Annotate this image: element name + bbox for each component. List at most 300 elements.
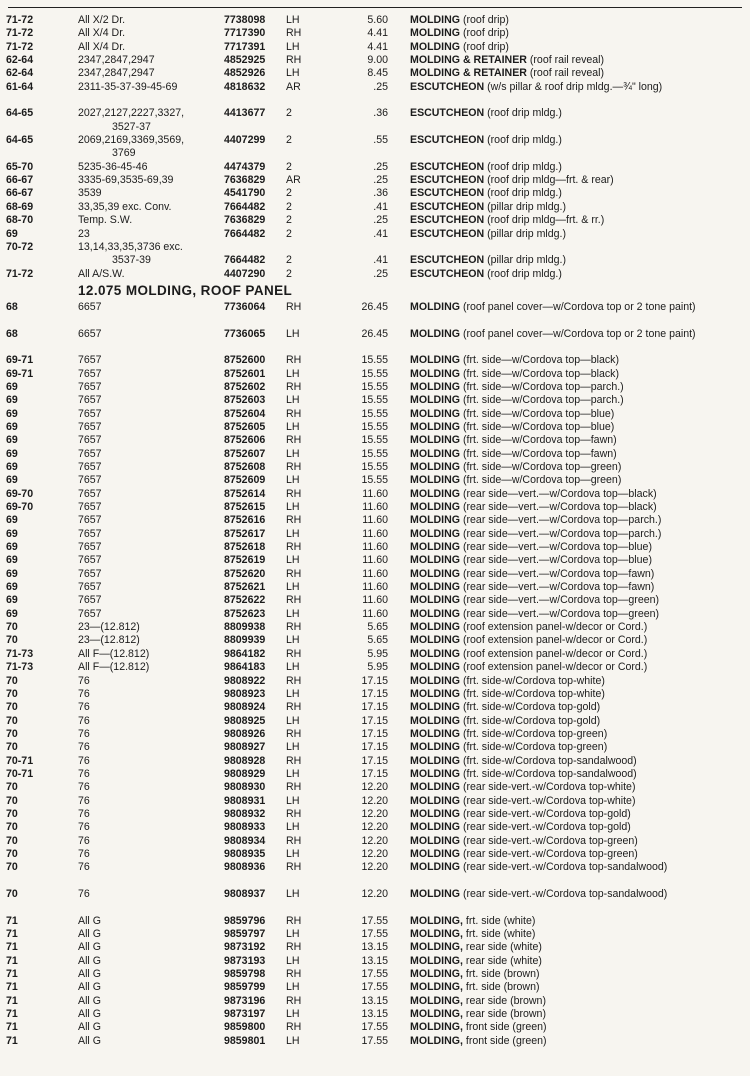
application [78,928,222,941]
price: 13.15 [361,994,388,1007]
year-range: 71-72 [6,27,34,40]
description-detail: (frt. side-w/Cordova top-sandalwood) [460,754,637,767]
table-row [0,715,750,728]
price: 15.55 [361,447,388,460]
table-row [0,608,750,621]
table-row [0,228,750,241]
part-number: 8752605 [224,420,266,433]
year-range: 69 [6,581,18,594]
description-detail: (roof panel cover—w/Cordova top or 2 tone paint) [460,327,696,340]
part-number: 4541790 [224,187,266,200]
application [78,781,222,794]
application-line: 3527-37 [112,120,151,133]
table-row [0,41,750,54]
parts-list [0,14,750,1048]
part-number: 7636829 [224,174,266,187]
application [78,981,222,994]
part-number: 4413677 [224,107,266,120]
year-range: 70 [6,807,18,820]
description [410,675,722,688]
table-row [0,514,750,527]
side-quantity: RH [286,1021,302,1034]
side-quantity: RH [286,354,302,367]
description [410,254,722,267]
table-row [0,981,750,994]
description-name: ESCUTCHEON [410,187,485,200]
description [410,268,722,281]
side-quantity: LH [286,981,300,994]
application-line: 76 [78,687,90,700]
description-name: MOLDING [410,661,461,674]
price: .25 [373,160,388,173]
description-detail: (frt. side—w/Cordova top—parch.) [460,380,624,393]
year-range: 69 [6,380,18,393]
description-detail: (roof drip mldg.) [484,187,562,200]
year-range: 71 [6,1021,18,1034]
year-range: 70-72 [6,240,34,253]
application [78,488,222,501]
application [78,861,222,874]
application-line: All X/2 Dr. [78,14,126,26]
application [78,755,222,768]
price: .25 [373,80,388,93]
application [78,1021,222,1034]
description [410,768,722,781]
application-line: 76 [78,847,90,860]
price: 11.60 [362,554,388,567]
side-quantity: AR [286,174,301,187]
description-name: MOLDING [410,300,461,313]
section-title: 12.075 MOLDING, ROOF PANEL [78,282,293,298]
description-name: MOLDING [410,674,461,687]
table-row [0,107,750,134]
description [410,688,722,701]
year-range: 69 [6,607,18,620]
description-name: MOLDING [410,367,461,380]
application [78,1035,222,1048]
application [78,728,222,741]
description-name: MOLDING, [410,941,463,954]
application [78,394,222,407]
price: 12.20 [361,807,388,820]
rows-section-roof-panel [0,301,750,1048]
application-line: 7657 [78,447,102,460]
year-range: 62-64 [6,67,34,80]
part-number: 7738098 [224,14,266,26]
side-quantity: RH [286,487,302,500]
description [410,755,722,768]
year-range: 70 [6,674,18,687]
description-detail: (frt. side—w/Cordova top—green) [460,461,622,473]
description-name: MOLDING [410,754,461,767]
application [78,541,222,554]
application-line: 7657 [78,367,102,380]
year-range: 70 [6,714,18,727]
description-detail: (rear side-vert.-w/Cordova top-white) [460,794,636,807]
application-line: 7657 [78,514,102,527]
description [410,941,722,954]
description-name: ESCUTCHEON [410,160,485,173]
table-row [0,1008,750,1021]
part-number: 8752616 [224,514,266,527]
description [410,808,722,821]
table-row [0,301,750,328]
price: 11.60 [362,501,388,514]
description-detail: (frt. side—w/Cordova top—fawn) [460,434,617,447]
description [410,955,722,968]
price: 9.00 [367,54,388,67]
application-line: 76 [78,861,90,874]
part-number: 9873192 [224,941,266,954]
application [78,354,222,367]
description [410,1008,722,1021]
side-quantity: LH [286,821,300,834]
year-range: 69 [6,541,18,554]
description-name: MOLDING [410,380,461,393]
year-range: 71-73 [6,661,34,674]
application-line: All F—(12.812) [78,647,150,660]
application-line: 23—(12.812) [78,634,140,647]
application [78,661,222,674]
description [410,228,722,241]
description [410,394,722,407]
description-name: MOLDING [410,861,461,874]
description-detail: (roof drip) [460,27,509,40]
price: 5.65 [367,621,388,634]
table-row [0,1035,750,1048]
year-range: 69 [6,461,18,473]
application-line: 7657 [78,394,102,407]
year-range: 68 [6,300,18,313]
table-row [0,394,750,407]
application-line: 7657 [78,434,102,447]
side-quantity: RH [286,54,302,67]
price: 15.55 [361,367,388,380]
description-detail: (rear side—vert.—w/Cordova top—fawn) [460,581,655,594]
description [410,107,722,120]
part-number: 7736064 [224,300,266,313]
description-detail: (roof rail reveal) [526,67,605,80]
year-range: 70 [6,821,18,834]
part-number: 9808927 [224,741,266,754]
description-detail: (pillar drip mldg.) [484,227,566,240]
description [410,201,722,214]
table-row [0,134,750,161]
application-line: 7657 [78,487,102,500]
description-name: MOLDING [410,888,461,900]
price: 15.55 [361,380,388,393]
application-line: All A/S.W. [78,267,125,280]
application-line: 76 [78,714,90,727]
table-row [0,554,750,567]
application-line: 7657 [78,501,102,514]
price: 17.55 [361,1034,388,1047]
application [78,968,222,981]
table-row [0,528,750,541]
side-quantity: LH [286,474,300,487]
price: 17.15 [361,767,388,780]
description [410,661,722,674]
part-number: 9864182 [224,647,266,660]
description [410,301,722,314]
application [78,835,222,848]
description-detail: (roof extension panel-w/decor or Cord.) [460,634,648,647]
application-line: All F—(12.812) [78,661,150,674]
side-quantity: RH [286,27,302,40]
description [410,514,722,527]
application [78,621,222,634]
table-row [0,67,750,80]
price: 17.15 [361,714,388,727]
description-name: ESCUTCHEON [410,174,485,187]
part-number: 4407290 [224,267,266,280]
description-name: MOLDING [410,434,461,447]
description [410,634,722,647]
application [78,81,222,94]
price: 5.60 [367,14,388,26]
year-range: 71 [6,994,18,1007]
description-detail: rear side (white) [462,954,542,967]
side-quantity: RH [286,407,302,420]
side-quantity: LH [286,40,300,53]
description [410,568,722,581]
application [78,474,222,487]
description-name: MOLDING [410,554,461,567]
price: 17.55 [361,914,388,927]
description-name: MOLDING [410,634,461,647]
price: 15.55 [361,354,388,367]
application [78,434,222,447]
price: 12.20 [361,888,388,900]
part-number: 8809939 [224,634,266,647]
price: 11.60 [362,567,388,580]
side-quantity: 2 [286,254,292,267]
year-range: 70 [6,741,18,754]
price: 13.15 [361,941,388,954]
table-row [0,54,750,67]
side-quantity: 2 [286,214,292,227]
part-number: 9808928 [224,754,266,767]
application-line: 2347,2847,2947 [78,54,155,67]
price: 17.55 [361,928,388,941]
application [78,795,222,808]
description-detail: (rear side—vert.—w/Cordova top—green) [460,594,660,607]
price: .25 [373,214,388,227]
year-range: 68 [6,327,18,340]
table-row [0,795,750,808]
side-quantity: LH [286,767,300,780]
price: 8.45 [367,67,388,80]
application-line: All G [78,968,101,981]
application [78,268,222,281]
part-number: 8752604 [224,407,266,420]
application-line: 76 [78,767,90,780]
description-detail: (rear side-vert.-w/Cordova top-sandalwood) [460,861,668,874]
price: 15.55 [361,420,388,433]
description-name: MOLDING [410,407,461,420]
table-row [0,461,750,474]
price: 11.60 [362,594,388,607]
description [410,161,722,174]
description [410,554,722,567]
side-quantity: LH [286,928,300,941]
table-row [0,408,750,421]
table-row [0,368,750,381]
description [410,848,722,861]
part-number: 9873197 [224,1008,266,1021]
table-row [0,848,750,861]
side-quantity: RH [286,727,302,740]
year-range: 64-65 [6,107,34,120]
description-name: MOLDING [410,527,461,540]
table-row [0,381,750,394]
application-line: 2069,2169,3369,3569, [78,134,185,147]
price: 13.15 [361,954,388,967]
description [410,187,722,200]
description [410,41,722,54]
table-row [0,755,750,768]
description-name: MOLDING [410,354,461,367]
description [410,421,722,434]
side-quantity: RH [286,647,302,660]
application [78,241,222,268]
side-quantity: LH [286,888,300,900]
price: 17.15 [361,687,388,700]
application [78,54,222,67]
part-number: 8752623 [224,607,266,620]
part-number: 9808931 [224,794,266,807]
side-quantity: RH [286,941,302,954]
application [78,568,222,581]
part-number: 9859799 [224,981,266,994]
side-quantity: RH [286,594,302,607]
application [78,421,222,434]
description-detail: (rear side-vert.-w/Cordova top-green) [460,847,638,860]
price: 17.55 [361,981,388,994]
table-row [0,661,750,674]
application [78,701,222,714]
description-detail: (frt. side—w/Cordova top—fawn) [460,447,617,460]
description [410,821,722,834]
part-number: 8752603 [224,394,266,407]
description-detail: (frt. side—w/Cordova top—black) [460,367,619,380]
application [78,675,222,688]
description-name: ESCUTCHEON [410,107,485,120]
description [410,701,722,714]
application [78,408,222,421]
part-number: 9808935 [224,847,266,860]
application [78,1008,222,1021]
part-number: 9859798 [224,968,266,981]
application-line: 76 [78,807,90,820]
description [410,528,722,541]
side-quantity: LH [286,1034,300,1047]
description-name: MOLDING [410,461,461,473]
application-line: 7657 [78,354,102,367]
price: 11.60 [362,581,388,594]
description-name: ESCUTCHEON [410,267,485,280]
side-quantity: RH [286,968,302,981]
application [78,381,222,394]
description-detail: (frt. side—w/Cordova top—blue) [460,420,615,433]
description [410,648,722,661]
application [78,187,222,200]
description-detail: (roof extension panel-w/decor or Cord.) [460,621,648,634]
side-quantity: LH [286,954,300,967]
application-line: 76 [78,781,90,794]
description-name: MOLDING & RETAINER [410,67,527,80]
part-number: 7664482 [224,200,266,213]
side-quantity: LH [286,327,300,340]
description-detail: (roof drip mldg.) [484,267,562,280]
application-line: 3335-69,3535-69,39 [78,174,174,187]
description-name: MOLDING, [410,914,463,927]
part-number: 4818632 [224,80,266,93]
side-quantity: LH [286,687,300,700]
side-quantity: RH [286,380,302,393]
description-detail: frt. side (brown) [462,981,540,994]
description [410,835,722,848]
description [410,134,722,147]
application-line: 33,35,39 exc. Conv. [78,200,172,213]
part-number: 9808936 [224,861,266,874]
description [410,781,722,794]
side-quantity: RH [286,434,302,447]
part-number: 4474379 [224,160,266,173]
application-line: 3769 [112,147,136,160]
table-row [0,474,750,487]
price: 13.15 [361,1008,388,1021]
price: 5.95 [367,647,388,660]
price: 4.41 [367,40,388,53]
table-row [0,634,750,647]
description-name: MOLDING [410,14,461,26]
application-line: 76 [78,741,90,754]
application-line: 76 [78,821,90,834]
side-quantity: LH [286,447,300,460]
part-number: 9808932 [224,807,266,820]
year-range: 71 [6,954,18,967]
table-row [0,27,750,40]
price: 5.65 [367,634,388,647]
side-quantity: LH [286,367,300,380]
table-row [0,354,750,367]
price: 17.15 [361,674,388,687]
year-range: 65-70 [6,160,34,173]
description-detail: rear side (brown) [462,1008,546,1021]
year-range: 64-65 [6,134,34,147]
year-range: 69 [6,527,18,540]
description-detail: (w/s pillar & roof drip mldg.—¾" long) [484,80,663,93]
table-row [0,701,750,714]
description-name: MOLDING [410,607,461,620]
description-name: ESCUTCHEON [410,254,485,267]
application-line: All G [78,941,101,954]
year-range: 71 [6,928,18,941]
description [410,1035,722,1048]
application-line: 7657 [78,567,102,580]
year-range: 70 [6,834,18,847]
description-detail: (frt. side—w/Cordova top—black) [460,354,619,367]
description-detail: (rear side-vert.-w/Cordova top-gold) [460,807,631,820]
price: 11.60 [362,527,388,540]
application-line: 76 [78,888,90,900]
price: 12.20 [361,847,388,860]
side-quantity: LH [286,581,300,594]
description-detail: front side (green) [462,1021,547,1034]
description-detail: (roof extension panel-w/decor or Cord.) [460,647,648,660]
application-line: All G [78,1021,101,1034]
